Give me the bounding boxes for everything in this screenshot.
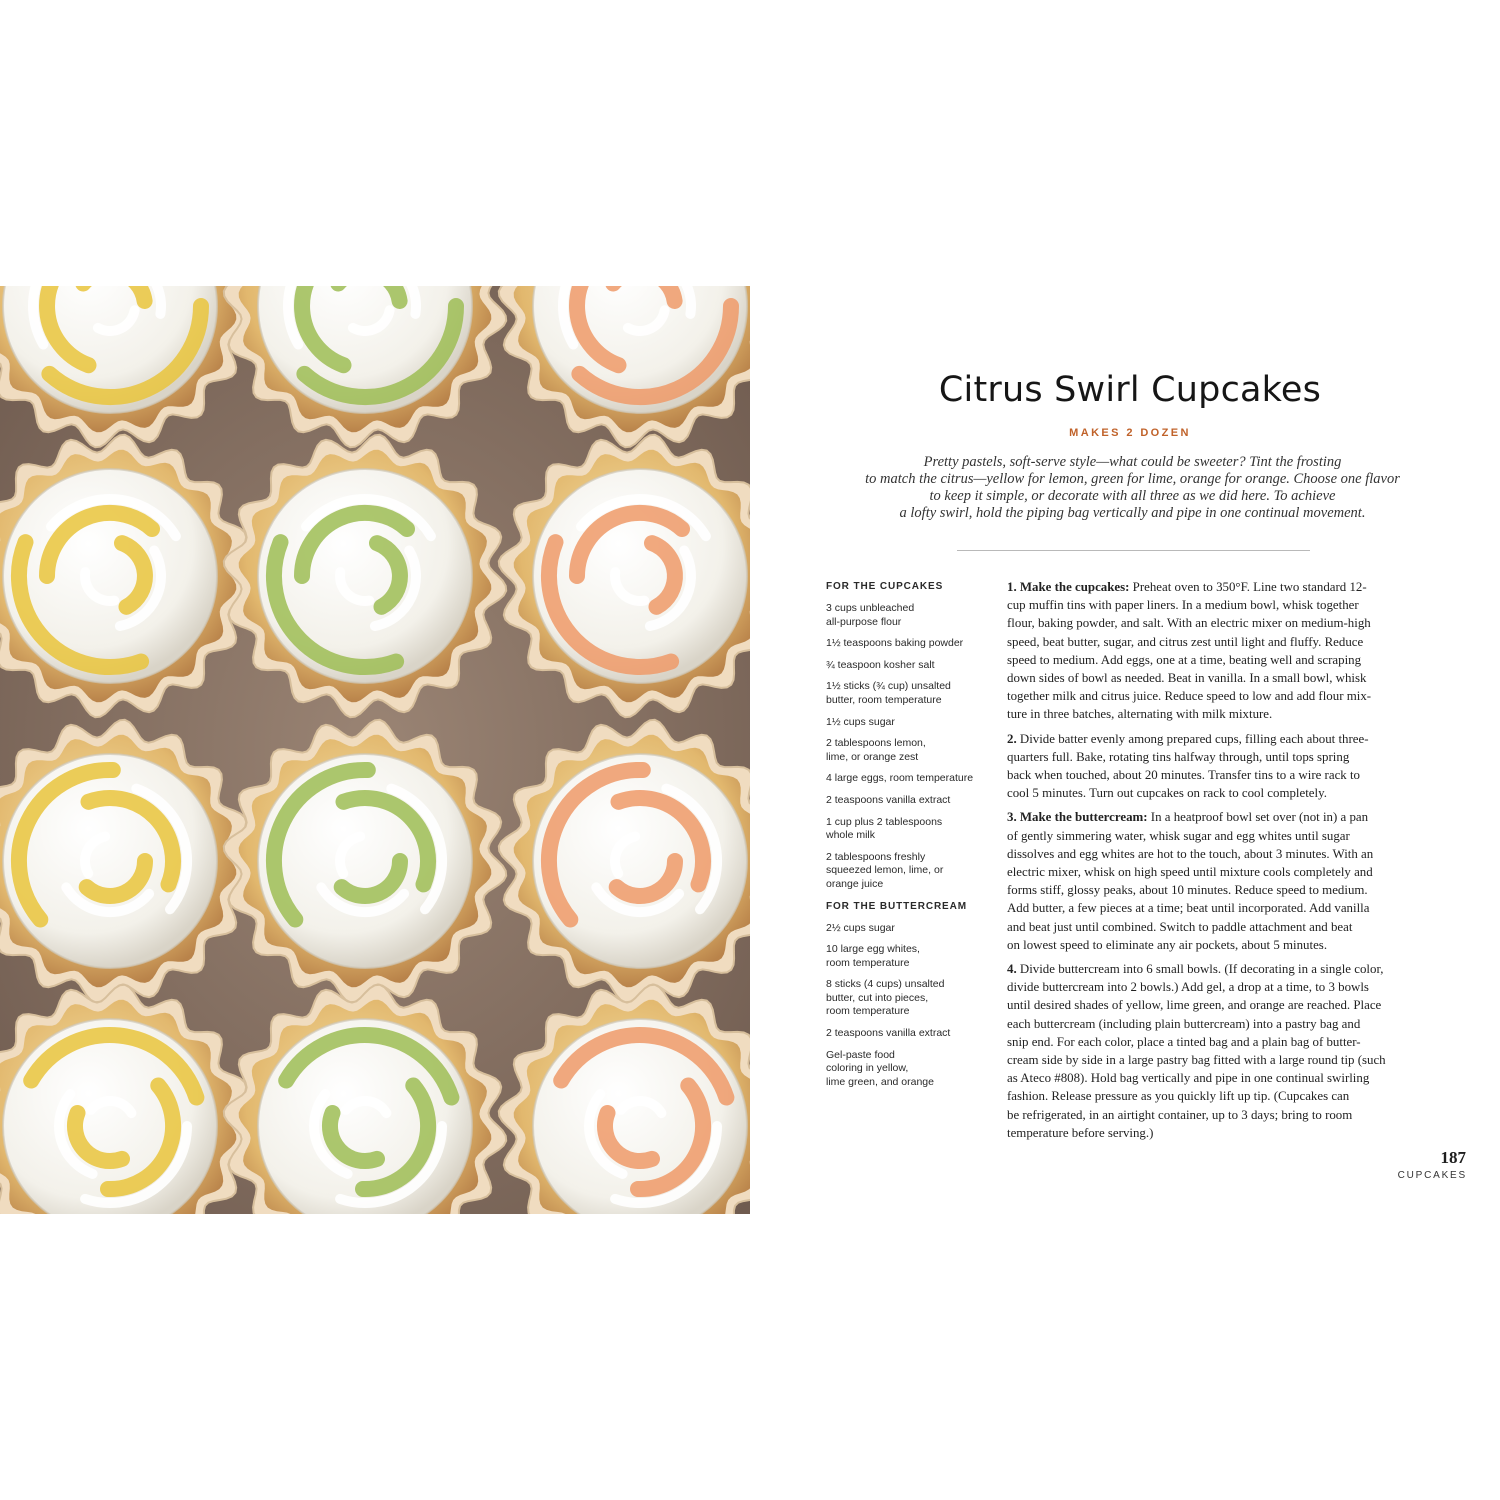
step-text: Divide batter evenly among prepared cups, filling each about three- [1016,731,1369,746]
ingredient-item [826,602,998,629]
step-line: as Ateco #808). Hold bag vertically and pipe in one continual swirling [1007,1071,1370,1086]
step-line: fashion. Release pressure as you quickly lift up tip. (Cupcakes can [1007,1089,1350,1104]
step-line [1007,960,1447,978]
running-head: CUPCAKES [1397,1170,1467,1181]
ingredient-line: Gel-paste food [826,1048,895,1061]
intro-line: to match the citrus—yellow for lemon, green for lime, orange for orange. Choose one flavor [865,471,1400,487]
ingredient-line: 2 teaspoons vanilla extract [826,1027,951,1040]
ingredient-line: 2 teaspoons vanilla extract [826,793,951,806]
intro-line: Pretty pastels, soft-serve style—what could be sweeter? Tint the frosting [923,454,1342,470]
ingredient-line: room temperature [826,1005,910,1018]
ingredient-line: 2½ cups sugar [826,921,895,934]
ingredient-item [826,943,998,970]
ingredient-line: all-purpose flour [826,615,902,628]
step-line: forms stiff, glossy peaks, about 10 minutes. Reduce speed to medium. [1007,883,1368,898]
ingredient-list [826,580,998,1097]
ingredient-item [826,659,998,673]
ingredient-item [826,816,998,843]
step-line: cup muffin tins with paper liners. In a medium bowl, whisk together [1007,598,1359,613]
step-label: 4. [1007,962,1017,977]
step-line: on lowest speed to eliminate any air pockets, about 5 minutes. [1007,937,1328,952]
ingredient-line: orange juice [826,877,884,890]
step-line: quarters full. Bake, rotating tins halfway through, until tops spring [1007,749,1350,764]
step-line: back when touched, about 20 minutes. Transfer tins to a wire rack to [1007,768,1360,783]
step-line: each buttercream (including plain buttercream) into a pastry bag and [1007,1016,1361,1031]
step-line: cool 5 minutes. Turn out cupcakes on rack to cool completely. [1007,786,1327,801]
step-line: snip end. For each color, place a tinted bag and a plain bag of butter- [1007,1034,1361,1049]
step-label: 3. Make the buttercream: [1007,810,1148,825]
step-line [1007,578,1447,596]
step-line: together milk and citrus juice. Reduce speed to low and add flour mix- [1007,689,1372,704]
method-step [1007,730,1447,803]
ingredient-item [826,637,998,651]
ingredient-section-heading: FOR THE BUTTERCREAM [826,900,967,912]
ingredient-line: room temperature [826,956,910,969]
ingredient-item [826,1027,998,1041]
method-steps [1007,578,1447,1148]
step-line: down sides of bowl as needed. Beat in vanilla. In a small bowl, whisk [1007,671,1367,686]
page-number: 187 [1440,1148,1466,1167]
step-line: be refrigerated, in an airtight container, up to 3 days; bring to room [1007,1107,1353,1122]
ingredient-line: squeezed lemon, lime, or [826,864,944,877]
ingredient-item [826,978,998,1019]
ingredient-item [826,794,998,808]
ingredient-line: 1½ cups sugar [826,715,895,728]
ingredient-line: ¾ teaspoon kosher salt [826,658,935,671]
ingredient-item [826,716,998,730]
recipe-title: Citrus Swirl Cupcakes [938,370,1322,410]
step-line: speed to medium. Add eggs, one at a time, beating well and scraping [1007,652,1362,667]
ingredient-line: 1 cup plus 2 tablespoons [826,815,943,828]
method-step [1007,808,1447,954]
recipe-yield: MAKES 2 DOZEN [1069,427,1191,439]
ingredient-line: 2 tablespoons freshly [826,850,926,863]
ingredient-line: 10 large egg whites, [826,943,920,956]
step-line: cream side by side in a large pastry bag fitted with a large round tip (such [1007,1053,1386,1068]
step-line [1007,808,1447,826]
step-text: Preheat oven to 350°F. Line two standard 12- [1129,580,1367,594]
step-line: dissolves and egg whites are hot to the touch, about 3 minutes. With an [1007,846,1374,861]
ingredient-line: butter, room temperature [826,693,942,706]
ingredient-line: 2 tablespoons lemon, [826,737,926,750]
ingredient-section-heading: FOR THE CUPCAKES [826,581,944,592]
step-line: until desired shades of yellow, lime green, and orange are reached. Place [1007,998,1382,1013]
ingredient-item [826,1049,998,1090]
ingredient-line: 8 sticks (4 cups) unsalted [826,978,945,991]
section-divider [957,550,1310,551]
step-line: of gently simmering water, whisk sugar and egg whites until sugar [1007,828,1350,843]
ingredient-item [826,737,998,764]
ingredient-line: 1½ teaspoons baking powder [826,637,964,650]
ingredient-item [826,851,998,892]
ingredient-line: 4 large eggs, room temperature [826,772,974,785]
step-label: 2. [1007,731,1017,746]
ingredient-line: 1½ sticks (¾ cup) unsalted [826,680,951,693]
step-line: Add butter, a few pieces at a time; beat until incorporated. Add vanilla [1007,901,1370,916]
step-line: ture in three batches, alternating with milk mixture. [1007,707,1273,722]
step-line [1007,730,1447,748]
method-step [1007,960,1447,1142]
ingredient-line: lime green, and orange [826,1075,934,1088]
ingredient-item [826,772,998,786]
step-line: divide buttercream into 2 bowls.) Add gel, a drop at a time, to 3 bowls [1007,980,1369,995]
ingredient-line: coloring in yellow, [826,1062,909,1075]
step-line: electric mixer, whisk on high speed until mixture cools completely and [1007,865,1373,880]
method-step [1007,578,1447,724]
step-line: and beat just until combined. Switch to paddle attachment and beat [1007,919,1353,934]
ingredient-line: 3 cups unbleached [826,602,915,614]
step-line: flour, baking powder, and salt. With an electric mixer on medium-high [1007,616,1371,631]
recipe-intro [800,454,1465,522]
step-line: speed, beat butter, sugar, and citrus zest until light and fluffy. Reduce [1007,634,1364,649]
ingredient-line: butter, cut into pieces, [826,991,929,1004]
step-label: 1. Make the cupcakes: [1007,580,1130,594]
intro-line: a lofty swirl, hold the piping bag vertically and pipe in one continual movement. [899,505,1366,521]
intro-line: to keep it simple, or decorate with all three as we did here. To achieve [929,488,1336,504]
ingredient-item [826,680,998,707]
ingredient-line: whole milk [826,829,876,842]
ingredient-item [826,922,998,936]
step-text: Divide buttercream into 6 small bowls. (If decorating in a single color, [1016,962,1384,977]
step-text: In a heatproof bowl set over (not in) a pan [1147,810,1369,825]
step-line: temperature before serving.) [1007,1125,1154,1140]
cupcakes-photo [0,286,750,1214]
ingredient-line: lime, or orange zest [826,750,919,763]
